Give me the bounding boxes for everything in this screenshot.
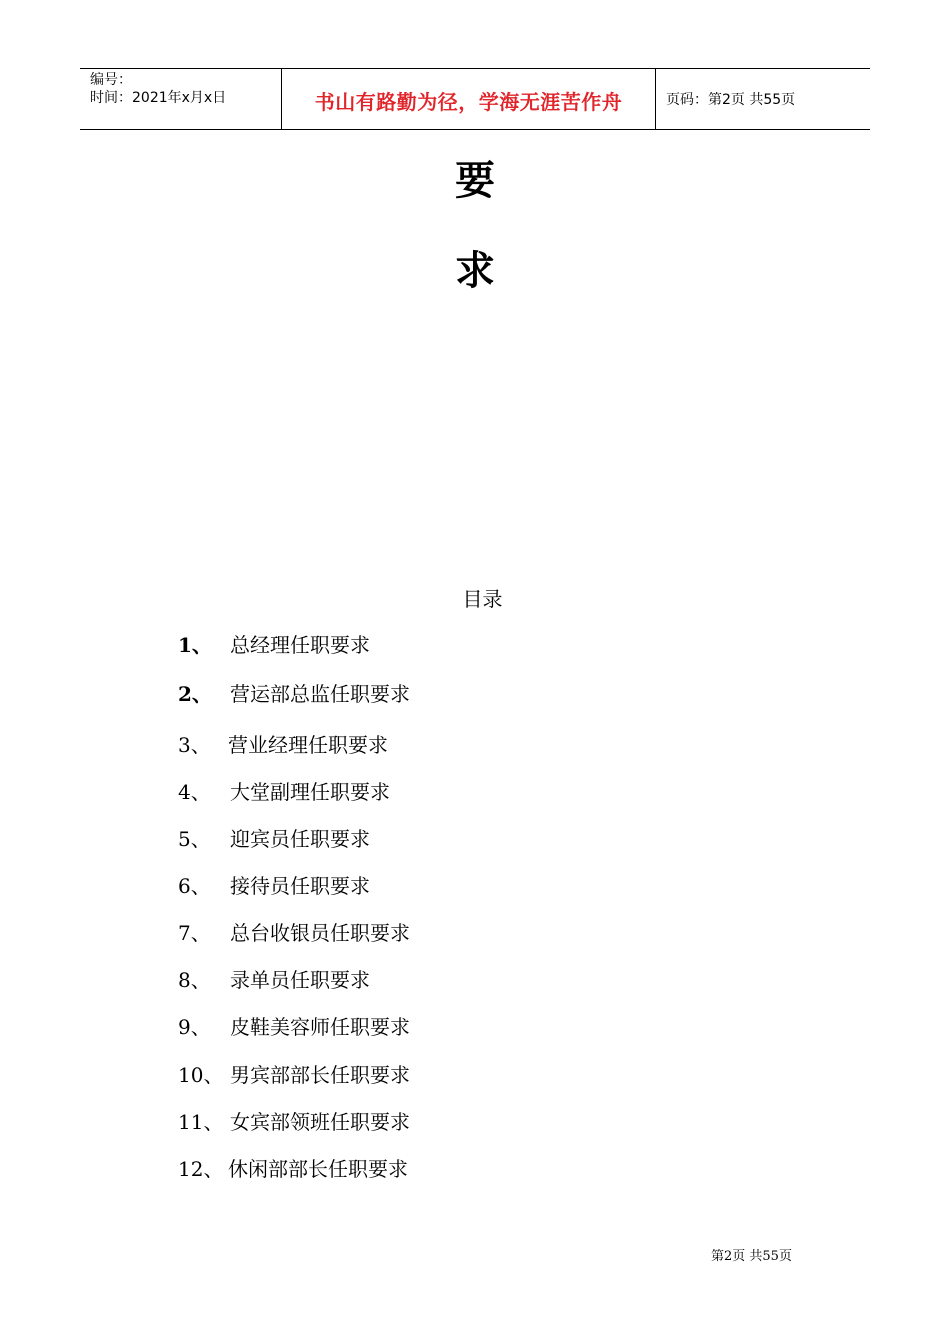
- toc-item-number: 6、: [178, 874, 211, 898]
- toc-item-text: 皮鞋美容师任职要求: [230, 1015, 410, 1039]
- toc-item-text: 休闲部部长任职要求: [228, 1157, 408, 1181]
- toc-item-text: 迎宾员任职要求: [230, 827, 370, 851]
- toc-item-text: 营业经理任职要求: [228, 733, 388, 757]
- time-label: 时间：2021年x月x日: [90, 90, 227, 106]
- toc-heading: 目录: [462, 587, 503, 611]
- toc-item-text: 总台收银员任职要求: [230, 921, 410, 945]
- header-meta: [80, 69, 282, 129]
- toc-item: [178, 1108, 410, 1136]
- title-char-1: 要: [455, 157, 495, 204]
- toc-item: [178, 1061, 410, 1089]
- toc-item: [178, 872, 370, 900]
- header-motto: 书山有路勤为径，学海无涯苦作舟: [314, 89, 623, 114]
- page-footer: 第2页 共55页: [711, 1249, 792, 1264]
- toc-item-number: 9、: [178, 1015, 211, 1039]
- toc-item-number: 12、: [178, 1157, 224, 1181]
- toc-item-text: 接待员任职要求: [230, 874, 370, 898]
- toc-item: [178, 631, 370, 659]
- toc-item: [178, 778, 390, 806]
- toc-item-number: 4、: [178, 780, 211, 804]
- toc-item: [178, 1013, 410, 1041]
- serial-label: 编号：: [90, 72, 132, 88]
- toc-item: [178, 1155, 408, 1183]
- toc-item-number: 11、: [178, 1110, 224, 1134]
- toc-item: [178, 731, 388, 759]
- header-page-info-cell: [656, 69, 870, 129]
- toc-item-text: 营运部总监任职要求: [230, 682, 410, 706]
- toc-item-number: 7、: [178, 921, 211, 945]
- toc-item: [178, 966, 370, 994]
- toc-item-text: 录单员任职要求: [230, 968, 370, 992]
- toc-item-text: 总经理任职要求: [230, 633, 370, 657]
- toc-item-text: 大堂副理任职要求: [230, 780, 390, 804]
- toc-item-number: 3、: [178, 733, 211, 757]
- toc-item: [178, 825, 370, 853]
- toc-item-number: 10、: [178, 1063, 224, 1087]
- toc-item-text: 女宾部领班任职要求: [230, 1110, 410, 1134]
- toc-item-number: 1、: [178, 633, 212, 657]
- title-char-2: 求: [455, 247, 495, 294]
- page-header: [80, 68, 870, 130]
- header-page-info: 页码：第2页 共55页: [666, 92, 796, 108]
- toc-item-number: 8、: [178, 968, 211, 992]
- header-motto-cell: [282, 69, 656, 129]
- toc-item-text: 男宾部部长任职要求: [230, 1063, 410, 1087]
- toc-item-number: 5、: [178, 827, 211, 851]
- toc-item: [178, 680, 410, 708]
- toc-item-number: 2、: [178, 682, 212, 706]
- toc-item: [178, 919, 410, 947]
